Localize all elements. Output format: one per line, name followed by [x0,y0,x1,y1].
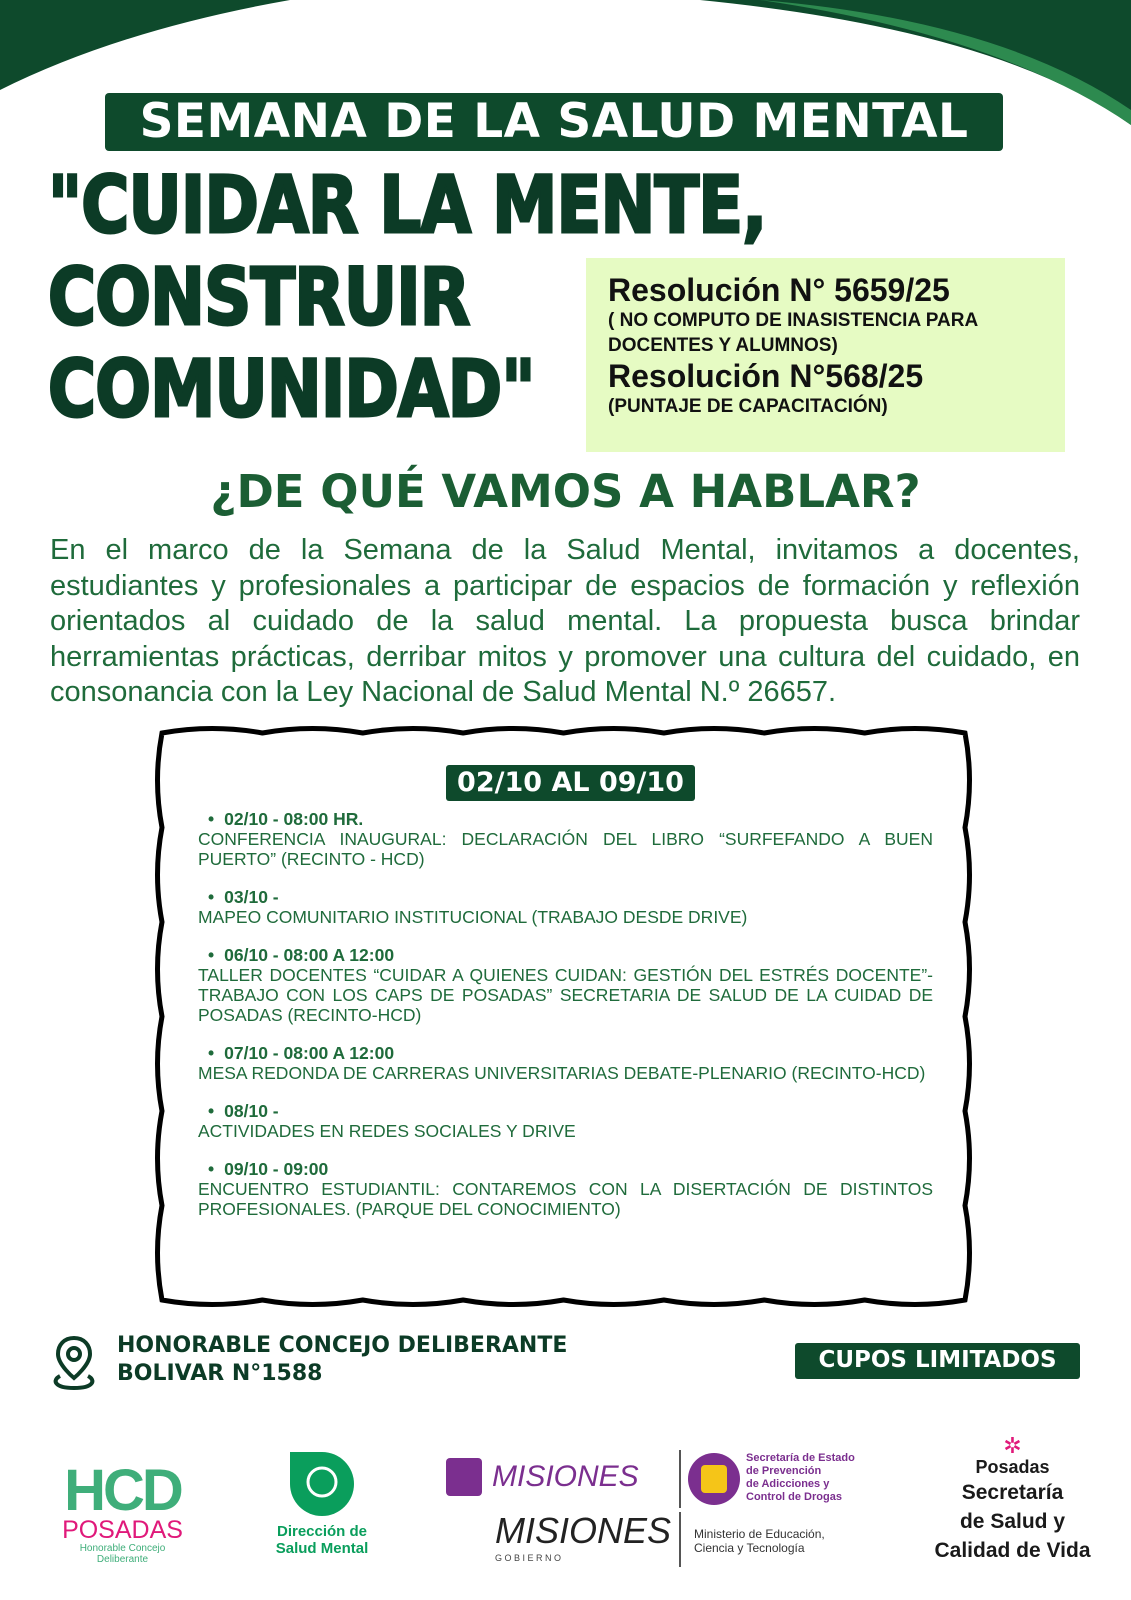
title-line-1: "CUIDAR LA MENTE, [48,161,767,251]
event-description: MAPEO COMUNITARIO INSTITUCIONAL (TRABAJO DESDE DRIVE) [198,907,748,927]
resolution-title: Resolución N°568/25 [608,358,924,394]
event-item [198,810,933,869]
posadas-salud-logo: ✲ Posadas Secretaría de Salud y Calidad de Vida [905,1435,1120,1565]
misiones-gobierno-logo: MISIONES [495,1510,672,1551]
event-description: TALLER DOCENTES “CUIDAR A QUIENES CUIDAN: GESTIÓN DEL ESTRÉS DOCENTE”- TRABAJO CON LOS CAPS DE POSADAS” SECRETARIA DE SALUD DE LA CUIDAD DE POSADAS (RECINTO-HCD) [198,965,933,1025]
adicciones-logo-icon [688,1453,740,1505]
title-line-2: CONSTRUIR [48,253,470,343]
resolutions-box [586,258,1065,452]
event-time: • 08/10 - [198,1102,933,1121]
resolution-note: ( NO COMPUTO DE INASISTENCIA PARA DOCENTES Y ALUMNOS) [608,310,978,356]
posadas-star-icon: ✲ [1003,1433,1022,1458]
event-item [198,1102,933,1141]
location-name: HONORABLE CONCEJO DELIBERANTE [117,1333,568,1358]
event-item [198,946,933,1025]
title-line-3: COMUNIDAD" [48,345,535,435]
event-time: • 06/10 - 08:00 A 12:00 [198,946,933,965]
event-item [198,1044,933,1083]
limited-spots-badge: CUPOS LIMITADOS [795,1343,1080,1379]
ministerio-logo: Ministerio de Educación, Ciencia y Tecnología [694,1527,825,1555]
event-description: ACTIVIDADES EN REDES SOCIALES Y DRIVE [198,1121,576,1141]
event-description: ENCUENTRO ESTUDIANTIL: CONTAREMOS CON LA DISERTACIÓN DE DISTINTOS PROFESIONALES. (PARQUE DEL CONOCIMIENTO) [198,1179,933,1219]
hcd-logo: HCD POSADAS Honorable Concejo Deliberante [62,1458,183,1565]
events-list [198,810,933,1238]
head-hands-icon [288,1450,356,1518]
intro-paragraph: En el marco de la Semana de la Salud Mental, invitamos a docentes, estudiantes y profesionales a participar de espacios de formación y reflexión orientados al cuidado de la salud mental. La propuesta busca brindar herramientas prácticas, derribar mitos y promover una cultura del cuidado, en consonancia con la Ley Nacional de Salud Mental N.º 26657. [50,534,1080,708]
misiones-icon [446,1458,482,1496]
location-address: BOLIVAR N°1588 [117,1361,323,1386]
salud-mental-logo: Dirección de Salud Mental [262,1450,382,1557]
event-description: MESA REDONDA DE CARRERAS UNIVERSITARIAS DEBATE-PLENARIO (RECINTO-HCD) [198,1063,926,1083]
event-time: • 03/10 - [198,888,933,907]
event-description: CONFERENCIA INAUGURAL: DECLARACIÓN DEL LIBRO “SURFEFANDO A BUEN PUERTO” (RECINTO - HCD) [198,829,933,869]
event-time: • 07/10 - 08:00 A 12:00 [198,1044,933,1063]
event-time: • 09/10 - 09:00 [198,1160,933,1179]
event-item [198,888,933,927]
date-range-badge: 02/10 AL 09/10 [446,765,695,801]
divider [679,1512,681,1567]
misiones-logo: MISIONES [492,1460,639,1493]
adicciones-logo-text: Secretaría de Estado de Prevención de Adicciones y Control de Drogas [746,1452,855,1503]
section-heading: ¿DE QUÉ VAMOS A HABLAR? [210,465,921,518]
resolution-title: Resolución N° 5659/25 [608,272,950,308]
divider [679,1450,681,1508]
gobierno-label: G O B I E R N O [495,1553,562,1563]
location-pin-icon [50,1334,98,1392]
event-banner: SEMANA DE LA SALUD MENTAL [105,93,1003,151]
event-time: • 02/10 - 08:00 HR. [198,810,933,829]
resolution-note: (PUNTAJE DE CAPACITACIÓN) [608,396,888,417]
event-item [198,1160,933,1219]
